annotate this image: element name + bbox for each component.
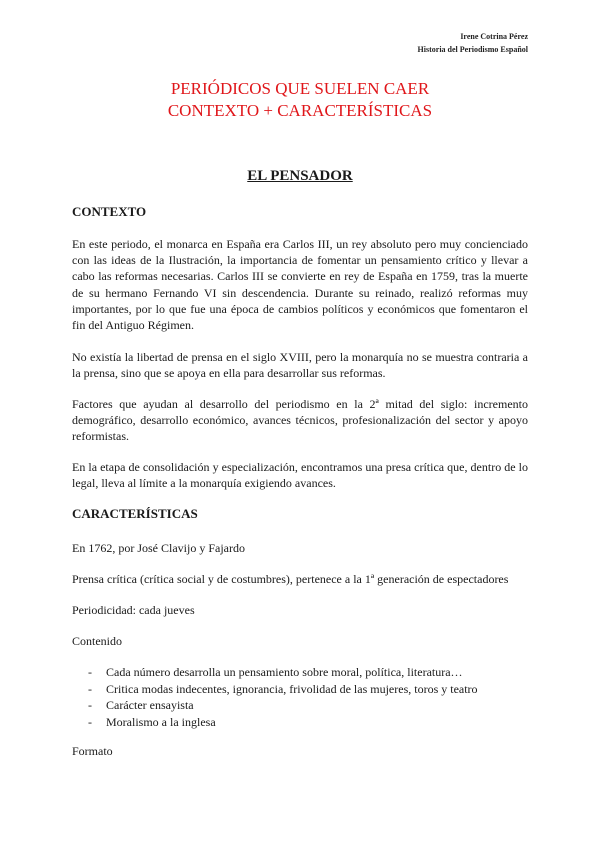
list-item: [88, 697, 478, 714]
list-item-text: Cada número desarrolla un pensamiento sobre moral, política, literatura…: [106, 665, 463, 679]
type-line: Prensa crítica (crítica social y de costumbres), pertenece a la 1ª generación de espectadores: [72, 572, 509, 586]
dash-bullet: -: [88, 665, 92, 679]
content-label: Contenido: [72, 634, 122, 648]
caracteristicas-heading: CARACTERÍSTICAS: [72, 506, 198, 521]
list-item: [88, 714, 478, 731]
contexto-paragraph-2: No existía la libertad de prensa en el siglo XVIII, pero la monarquía no se muestra contraria a la prensa, sino que se apoya en ella para desarrollar sus reformas.: [72, 350, 528, 381]
list-item-text: Carácter ensayista: [106, 698, 194, 712]
contexto-paragraph-3: Factores que ayudan al desarrollo del periodismo en la 2ª mitad del siglo: incremento demográfico, desarrollo económico, avances técnicos, profesionalización del sector y apoyo reformistas.: [72, 397, 528, 444]
dash-bullet: -: [88, 714, 92, 729]
format-label: Formato: [72, 744, 113, 758]
founding-line: En 1762, por José Clavijo y Fajardo: [72, 541, 245, 555]
list-item-text: Moralismo a la inglesa: [106, 714, 216, 729]
section-title: EL PENSADOR: [247, 168, 353, 184]
main-title-line-1: PERIÓDICOS QUE SUELEN CAER: [170, 79, 430, 98]
dash-bullet: -: [88, 681, 92, 696]
header-author: Irene Cotrina Pérez: [460, 32, 528, 41]
main-title: [0, 78, 600, 122]
content-list: [88, 664, 478, 730]
dash-bullet: -: [88, 698, 92, 712]
contexto-paragraph-1: En este periodo, el monarca en España era Carlos III, un rey absoluto pero muy concienciado con las ideas de la Ilustración, la importancia de fomentar un pensamiento crítico y llevar a cabo las reformas necesarias. Carlos III se convierte en rey de España en 1759, tras la muerte de su hermano Fernando VI sin descendencia. Durante su reinado, realizó reformas muy importantes, por lo que fue una época de cambios políticos y económicos que fomentaron el fin del Antiguo Régimen.: [72, 237, 528, 333]
list-item-text: Critica modas indecentes, ignorancia, frivolidad de las mujeres, toros y teatro: [106, 681, 478, 696]
contexto-paragraph-4: En la etapa de consolidación y especialización, encontramos una presa crítica que, dentro de lo legal, lleva al límite a la monarquía exigiendo avances.: [72, 460, 528, 491]
list-item: [88, 664, 478, 681]
periodicity-line: Periodicidad: cada jueves: [72, 603, 195, 617]
header-subject: Historia del Periodismo Español: [417, 45, 528, 54]
document-header: [418, 30, 528, 56]
main-title-line-2: CONTEXTO + CARACTERÍSTICAS: [167, 101, 433, 120]
contexto-heading: CONTEXTO: [72, 204, 147, 219]
list-item: [88, 681, 478, 698]
